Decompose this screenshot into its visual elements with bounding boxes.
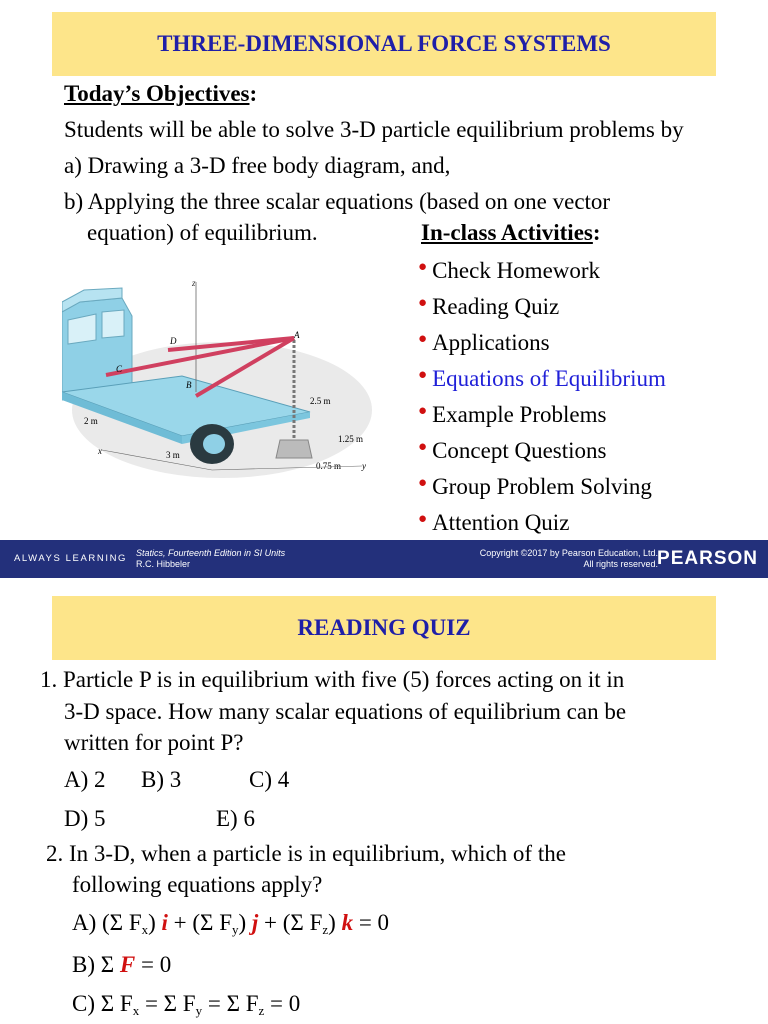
activities-list	[418, 256, 666, 544]
question-1-line-2: 3-D space. How many scalar equations of equilibrium can be	[64, 699, 627, 724]
slide-title-bar	[52, 596, 716, 660]
objectives-heading: Today’s Objectives	[64, 81, 250, 106]
force-vector-f: F	[119, 952, 136, 977]
objective-b-cont: equation) of equilibrium.	[87, 220, 318, 245]
unit-vector-i: i	[161, 910, 168, 935]
point-b-label: B	[186, 380, 192, 390]
slide-title-bar	[52, 12, 716, 76]
q1-option-c: C) 4	[249, 767, 290, 792]
activity-item: ● Applications	[418, 330, 550, 355]
slide-title: READING QUIZ	[297, 615, 471, 640]
x-axis-label: x	[98, 446, 102, 456]
activity-item: ● Example Problems	[418, 402, 607, 427]
z-axis-label: z	[192, 278, 196, 288]
q1-option-e: E) 6	[216, 806, 255, 831]
y-axis-label: y	[362, 461, 366, 471]
q1-option-b: B) 3	[141, 767, 182, 792]
activity-item: ● Group Problem Solving	[418, 474, 652, 499]
dim-2m: 2 m	[84, 416, 98, 426]
dim-3m: 3 m	[166, 450, 180, 460]
pearson-footer-bar	[0, 540, 768, 578]
objectives-heading-line: Today’s Objectives:	[64, 81, 258, 106]
point-d-label: D	[170, 336, 177, 346]
dim-0-75m: 0.75 m	[316, 461, 342, 471]
q2-option-c: C) Σ $F_x = \Sigma$ $F_y = \Sigma$ $F_z = 0$	[72, 991, 301, 1018]
q1-option-a: A) 2	[64, 767, 106, 792]
q2-option-b: B) Σ F = 0	[72, 952, 172, 977]
question-1-line-1: 1. Particle P is in equilibrium with five (5) forces acting on it in	[40, 667, 625, 692]
activities-heading: In-class Activities	[421, 220, 593, 245]
question-1-line-3: written for point P?	[64, 730, 244, 755]
activity-item: ● Attention Quiz	[418, 510, 570, 535]
activity-item: ● Concept Questions	[418, 438, 607, 463]
unit-vector-j: j	[251, 910, 259, 935]
objective-a: a) Drawing a 3-D free body diagram, and,	[64, 153, 451, 178]
q1-option-d: D) 5	[64, 806, 106, 831]
question-2-line-1: 2. In 3-D, when a particle is in equilibrium, which of the	[46, 841, 566, 866]
slide-title: THREE-DIMENSIONAL FORCE SYSTEMS	[157, 31, 611, 56]
pearson-logo: PEARSON	[657, 548, 758, 569]
activities-heading-line: In-class Activities:	[421, 220, 601, 245]
q2-option-a: A) (Σ $F_x$) i + (Σ $F_y$) j + (Σ $F_z$) k = 0	[72, 910, 390, 937]
dim-1-25m: 1.25 m	[338, 434, 364, 444]
activity-item: ● Check Homework	[418, 258, 601, 283]
objective-b: b) Applying the three scalar equations (based on one vector	[64, 189, 611, 214]
dim-2-5m: 2.5 m	[310, 396, 331, 406]
book-title: Statics, Fourteenth Edition in SI Units	[136, 548, 286, 558]
always-learning-text: ALWAYS LEARNING	[14, 553, 128, 564]
truck-figure	[62, 272, 374, 482]
point-a-label: A	[294, 330, 300, 340]
objective-text: Students will be able to solve 3-D particle equilibrium problems by	[64, 117, 684, 142]
question-2-line-2: following equations apply?	[72, 872, 323, 897]
book-author: R.C. Hibbeler	[136, 559, 191, 569]
unit-vector-k: k	[341, 910, 354, 935]
copyright-notice: Copyright ©2017 by Pearson Education, Ltd. All rights reserved.	[479, 548, 658, 569]
activity-item: ● Reading Quiz	[418, 294, 560, 319]
point-c-label: C	[116, 364, 123, 374]
slide-reading-quiz	[0, 578, 768, 1024]
activity-item-current: ● Equations of Equilibrium	[418, 366, 666, 391]
